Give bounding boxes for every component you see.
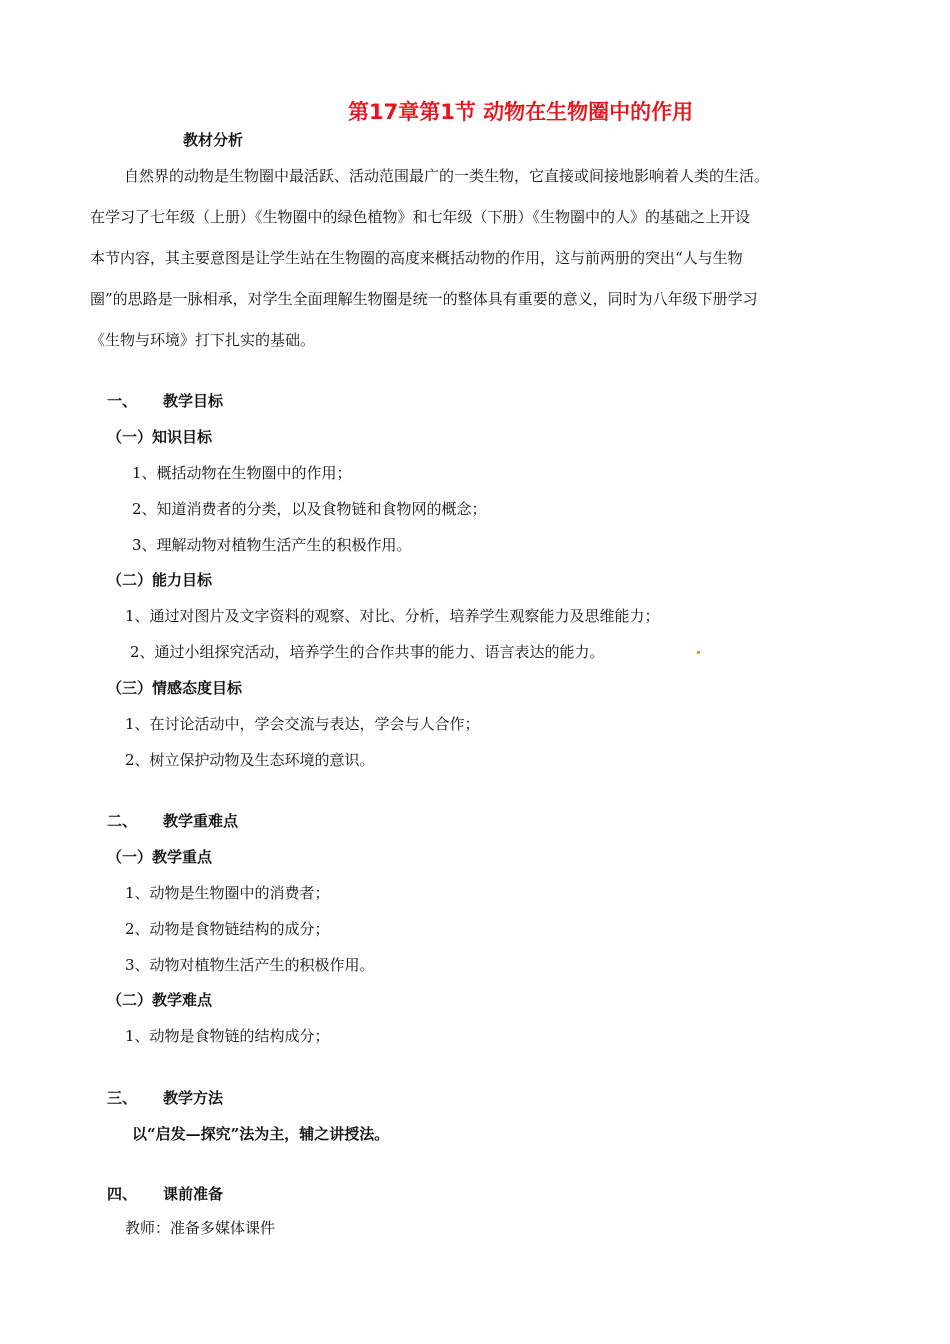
subsection-focus-title: （一）教学重点	[107, 848, 213, 866]
attitude-item-2: 2、树立保护动物及生态环境的意识。	[125, 751, 375, 769]
preparation-text: 教师：准备多媒体课件	[125, 1219, 276, 1237]
analysis-heading: 教材分析	[183, 131, 244, 149]
focus-item-2: 2、动物是食物链结构的成分；	[125, 920, 330, 938]
attitude-item-1: 1、在讨论活动中，学会交流与表达，学会与人合作；	[125, 715, 480, 733]
difficulty-item-1: 1、动物是食物链的结构成分；	[125, 1027, 330, 1045]
subsection-difficulty-title: （二）教学难点	[107, 991, 213, 1009]
section-3-number: 三、	[107, 1089, 138, 1107]
knowledge-item-2: 2、知道消费者的分类，以及食物链和食物网的概念；	[132, 500, 487, 518]
section-3-title: 教学方法	[163, 1089, 224, 1107]
knowledge-item-3: 3、理解动物对植物生活产生的积极作用。	[132, 536, 412, 554]
section-1-title: 教学目标	[163, 392, 224, 410]
focus-item-1: 1、动物是生物圈中的消费者；	[125, 884, 330, 902]
section-4-number: 四、	[107, 1185, 138, 1203]
subsection-ability-title: （二）能力目标	[107, 571, 213, 589]
section-2-title: 教学重难点	[163, 812, 239, 830]
method-text: 以“启发—探究”法为主，辅之讲授法。	[132, 1125, 390, 1143]
section-4-title: 课前准备	[163, 1185, 224, 1203]
analysis-line-3: 本节内容，其主要意图是让学生站在生物圈的高度来概括动物的作用，这与前两册的突出“人与生物	[90, 249, 743, 267]
section-1-number: 一、	[107, 392, 138, 410]
knowledge-item-1: 1、概括动物在生物圈中的作用；	[132, 464, 352, 482]
analysis-line-5: 《生物与环境》打下扎实的基础。	[90, 331, 316, 349]
section-2-number: 二、	[107, 812, 138, 830]
ability-item-2: 2、通过小组探究活动，培养学生的合作共事的能力、语言表达的能力。	[130, 643, 605, 661]
subsection-knowledge-title: （一）知识目标	[107, 428, 213, 446]
focus-item-3: 3、动物对植物生活产生的积极作用。	[125, 956, 375, 974]
analysis-line-2: 在学习了七年级（上册）《生物圈中的绿色植物》和七年级（下册）《生物圈中的人》的基础之上开设	[90, 208, 751, 226]
stray-mark	[697, 651, 700, 654]
ability-item-1: 1、通过对图片及文字资料的观察、对比、分析，培养学生观察能力及思维能力；	[125, 607, 660, 625]
subsection-attitude-title: （三）情感态度目标	[107, 679, 243, 697]
analysis-line-4: 圈”的思路是一脉相承，对学生全面理解生物圈是统一的整体具有重要的意义，同时为八年级下册学习	[90, 290, 758, 308]
analysis-line-1: 自然界的动物是生物圈中最活跃、活动范围最广的一类生物，它直接或间接地影响着人类的生活。	[124, 167, 770, 185]
page-title: 第17章第1节 动物在生物圈中的作用	[348, 100, 694, 124]
